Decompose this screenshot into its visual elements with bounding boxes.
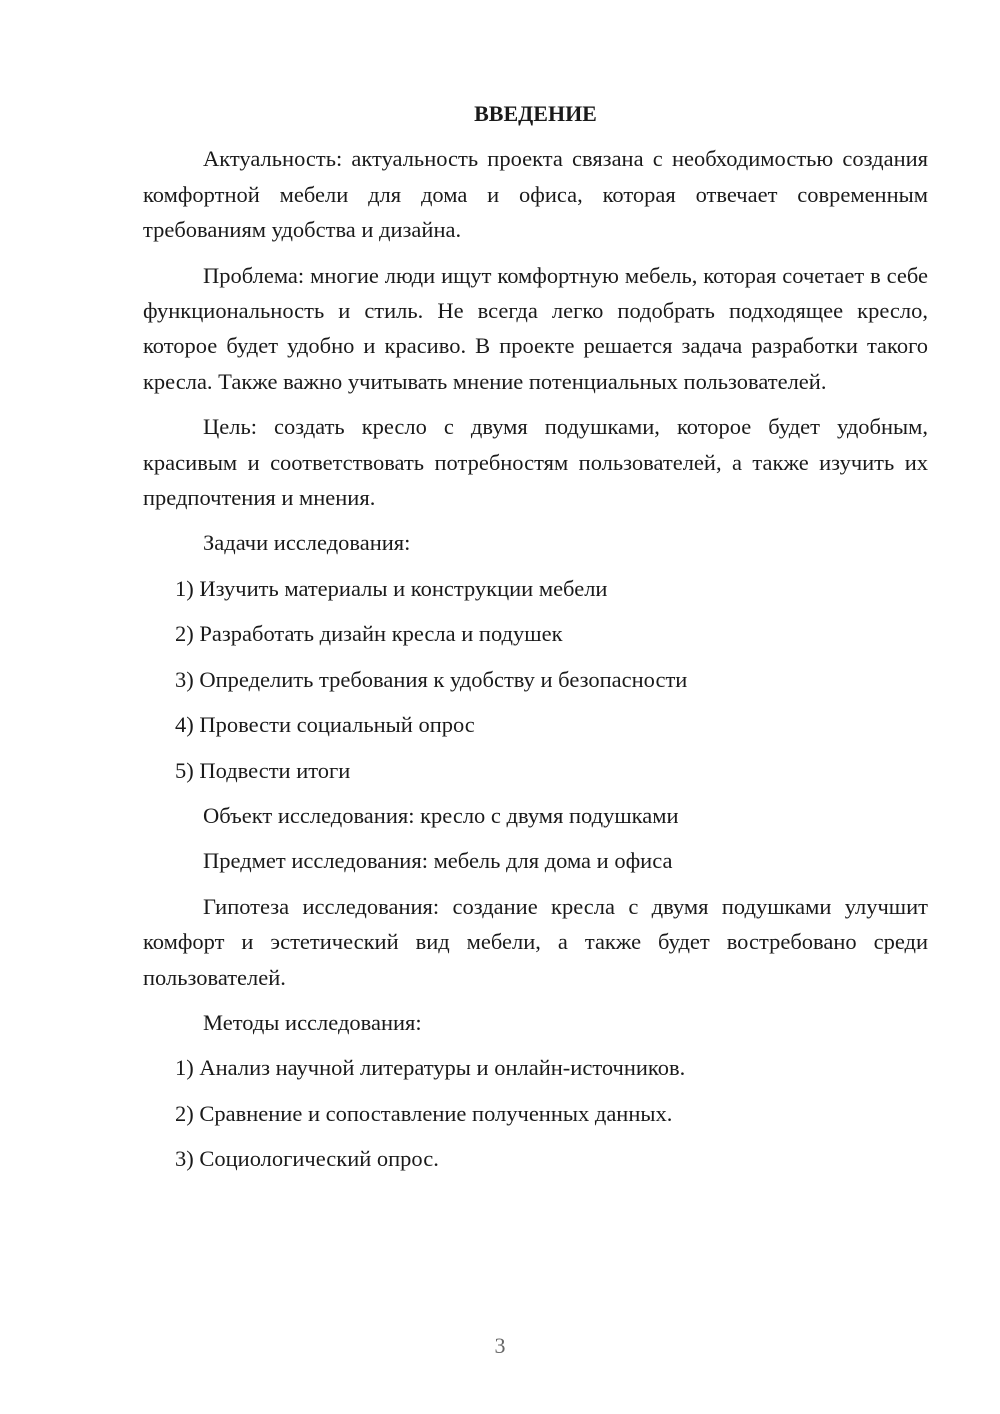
methods-heading: Методы исследования:	[203, 1009, 422, 1035]
task-item: 5) Подвести итоги	[175, 757, 351, 783]
relevance-paragraph: Актуальность: актуальность проекта связана с необходимостью создания комфортной мебели для дома и офиса, которая отвечает современным требованиям удобства и дизайна.	[143, 146, 928, 243]
research-subject: Предмет исследования: мебель для дома и офиса	[203, 848, 673, 874]
section-title: ВВЕДЕНИЕ	[474, 101, 597, 126]
hypothesis-paragraph: Гипотеза исследования: создание кресла с двумя подушками улучшит комфорт и эстетический вид мебели, а также будет востребовано среди пользователей.	[143, 893, 928, 990]
method-item: 3) Социологический опрос.	[175, 1146, 439, 1172]
task-item: 1) Изучить материалы и конструкции мебели	[175, 575, 608, 601]
task-item: 4) Провести социальный опрос	[175, 712, 475, 738]
page-number: 3	[494, 1333, 506, 1358]
research-object: Объект исследования: кресло с двумя подушками	[203, 802, 679, 828]
method-item: 1) Анализ научной литературы и онлайн-источников.	[175, 1055, 686, 1081]
method-item: 2) Сравнение и сопоставление полученных данных.	[175, 1100, 673, 1126]
task-item: 3) Определить требования к удобству и безопасности	[175, 666, 688, 692]
problem-paragraph: Проблема: многие люди ищут комфортную мебель, которая сочетает в себе функциональность и стиль. Не всегда легко подобрать подходящее кресло, которое будет удобно и красиво. В проекте решается задача разработки такого кресла. Также важно учитывать мнение потенциальных пользователей.	[143, 262, 928, 394]
page-content	[143, 96, 928, 1187]
task-item: 2) Разработать дизайн кресла и подушек	[175, 621, 563, 647]
goal-paragraph: Цель: создать кресло с двумя подушками, которое будет удобным, красивым и соответствовать потребностям пользователей, а также изучить их предпочтения и мнения.	[143, 414, 928, 511]
tasks-heading: Задачи исследования:	[203, 530, 411, 556]
